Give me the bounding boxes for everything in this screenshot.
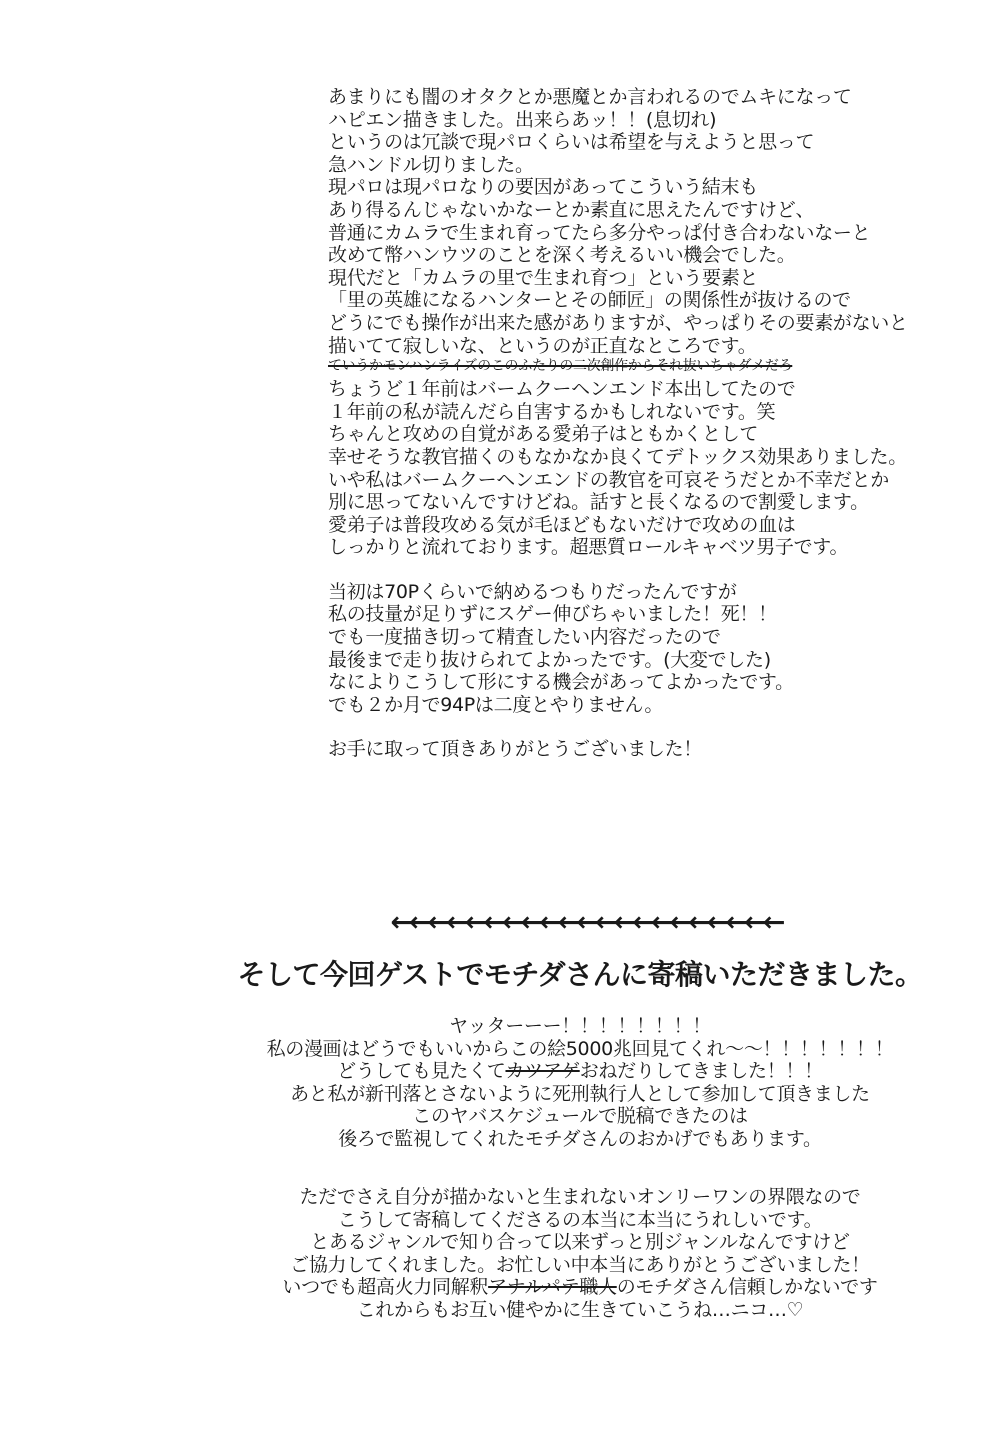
text-line: どうにでも操作が出来た感がありますが、やっぱりその要素がないと xyxy=(328,311,908,334)
text-line: 別に思ってないんですけどね。話すと長くなるので割愛します。 xyxy=(328,491,869,514)
text-line: こうして寄稿してくださるの本当に本当にうれしいです。 xyxy=(337,1208,823,1231)
text-segment: いつでも超高火力同解釈 xyxy=(282,1276,489,1298)
strikethrough-aside: ていうかモンハンライズのこのふたりの二次創作からそれ抜いちゃダメだろ xyxy=(328,358,793,375)
text-line: なによりこうして形にする機会があってよかったです。 xyxy=(328,671,794,694)
text-line: 現代だと「カムラの里で生まれ育つ」という要素と xyxy=(328,266,759,289)
text-line: 私の漫画はどうでもいいからこの絵5000兆回見てくれ～～！！！！！！！ xyxy=(266,1037,894,1060)
text-line: 描いてて寂しいな、というのが正直なところです。 xyxy=(328,334,757,357)
text-line: しっかりと流れております。超悪質ロールキャベツ男子です。 xyxy=(328,536,849,559)
text-segment: おねだりしてきました！！！ xyxy=(579,1060,823,1082)
text-line: でも一度描き切って精査したい内容だったので xyxy=(328,626,721,649)
text-line: 改めて幣ハンウツのことを深く考えるいい機会でした。 xyxy=(328,244,796,267)
paragraph-gap xyxy=(328,716,968,738)
text-line: ご協力してくれました。お忙しい中本当にありがとうございました！ xyxy=(290,1253,870,1276)
text-line: とあるジャンルで知り合って以来ずっと別ジャンルなんですけど xyxy=(310,1231,850,1253)
text-line: 現パロは現パロなりの要因があってこういう結末も xyxy=(328,176,758,199)
afterword-text xyxy=(328,86,968,761)
text-line: 私の技量が足りずにスゲー伸びちゃいました！死！！ xyxy=(328,603,777,626)
text-line: 「里の英雄になるハンターとその師匠」の関係性が抜けるので xyxy=(328,289,851,312)
text-segment: のモチダさん信頼しかないです xyxy=(616,1276,878,1298)
text-line: 当初は70Pくらいで納めるつもりだったんですが xyxy=(328,580,737,603)
text-line: あと私が新刊落とさないように死刑執行人として参加して頂きました xyxy=(290,1082,870,1105)
text-line: ただでさえ自分が描かないと生まれないオンリーワンの界隈なので xyxy=(299,1186,861,1208)
text-line xyxy=(190,1276,970,1299)
text-line: １年前の私が読んだら自害するかもしれないです。笑 xyxy=(328,400,776,423)
strikethrough-word: カツアゲ xyxy=(505,1060,580,1082)
text-line: あまりにも闇のオタクとか悪魔とか言われるのでムキになって xyxy=(328,86,852,108)
strikethrough-word: アナルパテ職人 xyxy=(488,1276,617,1298)
text-line: あり得るんじゃないかなーとか素直に思えたんですけど、 xyxy=(328,198,815,221)
paragraph-gap xyxy=(328,559,968,581)
text-line: 普通にカムラで生まれ育ってたら多分やっぱ付き合わないなーと xyxy=(328,221,871,244)
arrow-divider: ←←←←←←←←←←←←←←←←←←←←← xyxy=(390,907,782,938)
text-line: 急ハンドル切りました。 xyxy=(328,153,534,176)
text-line: というのは冗談で現パロくらいは希望を与えようと思って xyxy=(328,131,815,154)
text-line: 愛弟子は普段攻める気が毛ほどもないだけで攻めの血は xyxy=(328,513,796,536)
guest-heading: そして今回ゲストでモチダさんに寄稿いただきました。 xyxy=(237,958,923,991)
text-line: いや私はバームクーヘンエンドの教官を可哀そうだとか不幸だとか xyxy=(328,468,890,491)
guest-paragraph-1 xyxy=(190,1015,970,1150)
text-line: 最後まで走り抜けられてよかったです。(大変でした) xyxy=(328,648,771,671)
text-line: このヤバスケジュールで脱稿できたのは xyxy=(412,1105,748,1127)
text-line: ちゃんと攻めの自覚がある愛弟子はともかくとして xyxy=(328,423,759,446)
text-line: ちょうど１年前はバームクーヘンエンド本出してたので xyxy=(328,378,796,401)
text-segment: どうしても見たくて xyxy=(337,1060,506,1082)
text-line: でも２か月で94Pは二度とやりません。 xyxy=(328,693,664,716)
text-line: 幸せそうな教官描くのもなかなか良くてデトックス効果ありました。 xyxy=(328,445,907,468)
text-line: ハピエン描きました。出来らあッ！！(息切れ) xyxy=(328,108,717,131)
text-line: 後ろで監視してくれたモチダさんのおかげでもあります。 xyxy=(338,1127,822,1150)
text-line: これからもお互い健やかに生きていこうね…ニコ…♡ xyxy=(356,1298,804,1321)
guest-paragraph-2 xyxy=(190,1186,970,1321)
thanks-line: お手に取って頂きありがとうございました！ xyxy=(328,738,703,761)
text-line: ヤッターーー！！！！！！！！ xyxy=(449,1015,711,1037)
text-line xyxy=(190,1060,970,1083)
